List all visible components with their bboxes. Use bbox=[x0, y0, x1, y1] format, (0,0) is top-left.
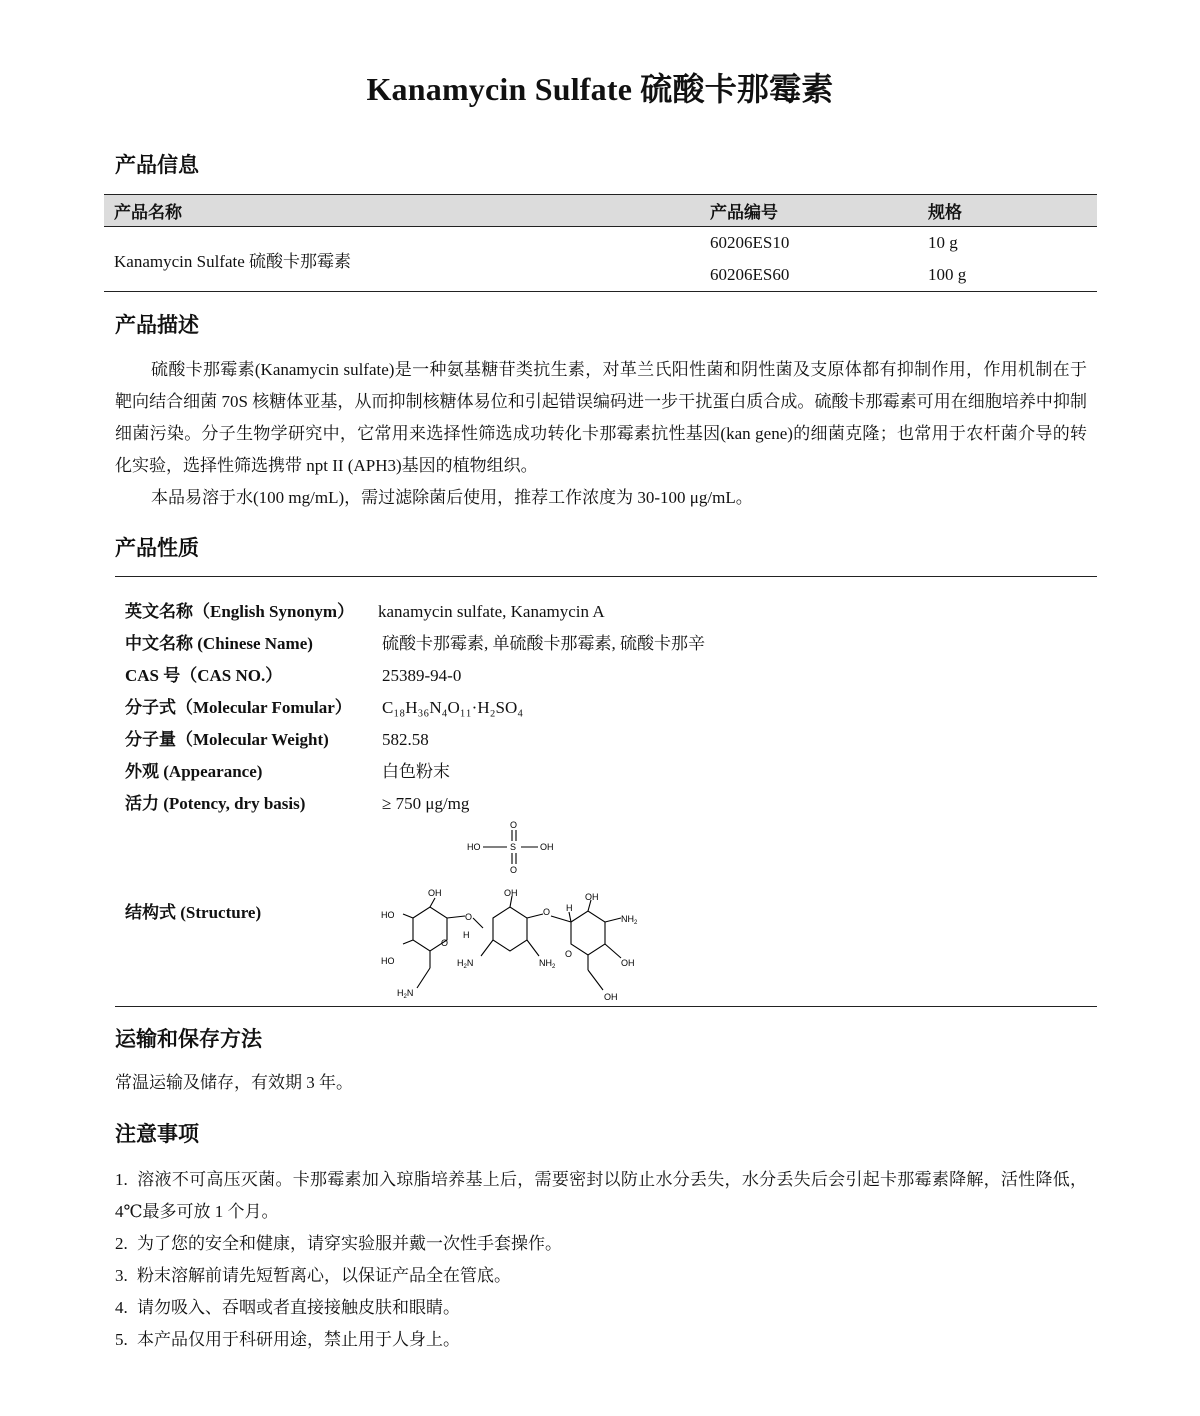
column-header-size: 规格 bbox=[928, 195, 1097, 227]
middle-ring bbox=[481, 896, 543, 956]
description-paragraph-2: 本品易溶于水(100 mg/mL)，需过滤除菌后使用，推荐工作浓度为 30-100 μg/mL。 bbox=[151, 488, 753, 507]
heading-notes: 注意事项 bbox=[115, 1122, 199, 1146]
property-label: 外观 (Appearance) bbox=[125, 762, 263, 781]
product-size-cell: 10 g bbox=[928, 233, 958, 252]
description-paragraph-1: 硫酸卡那霉素(Kanamycin sulfate)是一种氨基糖苷类抗生素，对革兰氏阳性菌和阴性菌及支原体都有抑制作用，作用机制在于靶向结合细菌 70S 核糖体亚基，从而抑制核糖体易位和引起错误编码进一步干扰蛋白质合成。硫酸卡那霉素可用在细胞培养中抑制细菌污染。分子生物学研究中，它常用来选择性筛选成功转化卡那霉素抗性基因(kan gene)的细菌克隆；也常用于农杆菌介导的转化实验，选择性筛选携带 npt II (APH3)基因的植物组织。 bbox=[115, 360, 1087, 475]
left-ring-ho-label-2: HO bbox=[381, 956, 395, 966]
note-number: 1. bbox=[115, 1170, 128, 1189]
list-item bbox=[115, 1324, 1087, 1356]
table-row bbox=[104, 227, 1097, 260]
note-number: 3. bbox=[115, 1266, 128, 1285]
note-number: 5. bbox=[115, 1330, 128, 1349]
left-ring-ho-label: HO bbox=[381, 910, 395, 920]
note-text: 为了您的安全和健康，请穿实验服并戴一次性手套操作。 bbox=[137, 1234, 562, 1253]
list-item bbox=[115, 1228, 1087, 1260]
document-title: Kanamycin Sulfate 硫酸卡那霉素 bbox=[366, 71, 834, 107]
heading-product-info: 产品信息 bbox=[115, 153, 199, 177]
note-text: 请勿吸入、吞咽或者直接接触皮肤和眼睛。 bbox=[137, 1298, 460, 1317]
property-label: 活力 (Potency, dry basis) bbox=[125, 794, 306, 813]
column-header-code: 产品编号 bbox=[710, 195, 928, 227]
right-ring-oh-label-3: OH bbox=[604, 992, 618, 1002]
sulfate-o-top-label: O bbox=[510, 820, 518, 830]
property-label: CAS 号（CAS NO.） bbox=[125, 666, 283, 685]
sulfate-s-label: S bbox=[510, 842, 517, 852]
note-text: 本产品仅用于科研用途，禁止用于人身上。 bbox=[137, 1330, 460, 1349]
heading-storage: 运输和保存方法 bbox=[115, 1027, 262, 1051]
left-ring-amine-label: $H_2N$ bbox=[397, 988, 414, 1000]
left-ring-oh-label: OH bbox=[428, 888, 442, 898]
divider bbox=[115, 576, 1097, 577]
column-header-name: 产品名称 bbox=[104, 195, 710, 227]
note-text: 粉末溶解前请先短暂离心，以保证产品全在管底。 bbox=[137, 1266, 511, 1285]
heading-properties: 产品性质 bbox=[115, 536, 199, 560]
property-value: 25389-94-0 bbox=[382, 666, 462, 685]
property-value: C₁₈H₃₆N₄O₁₁·H₂SO₄ bbox=[382, 698, 524, 717]
property-label: 分子量（Molecular Weight) bbox=[125, 730, 329, 749]
property-label: 英文名称（English Synonym） bbox=[125, 602, 355, 621]
storage-text: 常温运输及储存，有效期 3 年。 bbox=[115, 1073, 353, 1092]
sulfate-o-bottom-label: O bbox=[510, 865, 518, 875]
property-value: 白色粉末 bbox=[382, 762, 450, 781]
sulfate-group bbox=[467, 820, 554, 875]
product-name-cell: Kanamycin Sulfate 硫酸卡那霉素 bbox=[104, 227, 710, 292]
product-code-cell: 60206ES10 bbox=[710, 233, 790, 252]
notes-list bbox=[115, 1164, 1087, 1356]
middle-ring-amine-left-label: $H_2N$ bbox=[457, 958, 474, 970]
heading-description: 产品描述 bbox=[115, 313, 199, 337]
sulfate-ho-label: HO bbox=[467, 842, 481, 852]
sulfate-oh-label: OH bbox=[540, 842, 554, 852]
product-code-cell: 60206ES60 bbox=[710, 259, 928, 292]
list-item bbox=[115, 1260, 1087, 1292]
list-item bbox=[115, 1164, 1087, 1228]
structure-diagram bbox=[375, 818, 665, 1008]
right-ring bbox=[551, 900, 621, 990]
property-value: ≥ 750 μg/mg bbox=[382, 794, 470, 813]
property-value: 582.58 bbox=[382, 730, 429, 749]
structure-label: 结构式 (Structure) bbox=[125, 903, 262, 922]
middle-ring-oh-label: OH bbox=[504, 888, 518, 898]
property-value: 硫酸卡那霉素, 单硫酸卡那霉素, 硫酸卡那辛 bbox=[382, 634, 705, 653]
divider bbox=[115, 1006, 1097, 1007]
right-ring-amine-label: $NH_2$ bbox=[621, 914, 638, 926]
property-value: kanamycin sulfate, Kanamycin A bbox=[378, 602, 605, 621]
glycosidic-o-label: O bbox=[465, 912, 473, 922]
property-label: 中文名称 (Chinese Name) bbox=[125, 634, 313, 653]
list-item bbox=[115, 1292, 1087, 1324]
product-size-cell: 100 g bbox=[928, 259, 1097, 292]
middle-ring-amine-right-label: $NH_2$ bbox=[539, 958, 556, 970]
left-ring-h-label: H bbox=[463, 930, 470, 940]
glycosidic-o-label-2: O bbox=[543, 907, 551, 917]
right-ring-h-label: H bbox=[566, 903, 573, 913]
note-number: 4. bbox=[115, 1298, 128, 1317]
note-text: 溶液不可高压灭菌。卡那霉素加入琼脂培养基上后，需要密封以防止水分丢失，水分丢失后会引起卡那霉素降解，活性降低，4℃最多可放 1 个月。 bbox=[115, 1170, 1087, 1221]
right-ring-o-label: O bbox=[565, 949, 573, 959]
right-ring-oh-label: OH bbox=[585, 892, 599, 902]
note-number: 2. bbox=[115, 1234, 128, 1253]
product-info-table bbox=[104, 194, 1097, 292]
property-label: 分子式（Molecular Fomular） bbox=[125, 698, 352, 717]
right-ring-oh-label-2: OH bbox=[621, 958, 635, 968]
left-ring-o-label: O bbox=[441, 938, 449, 948]
table-header-row bbox=[104, 195, 1097, 227]
